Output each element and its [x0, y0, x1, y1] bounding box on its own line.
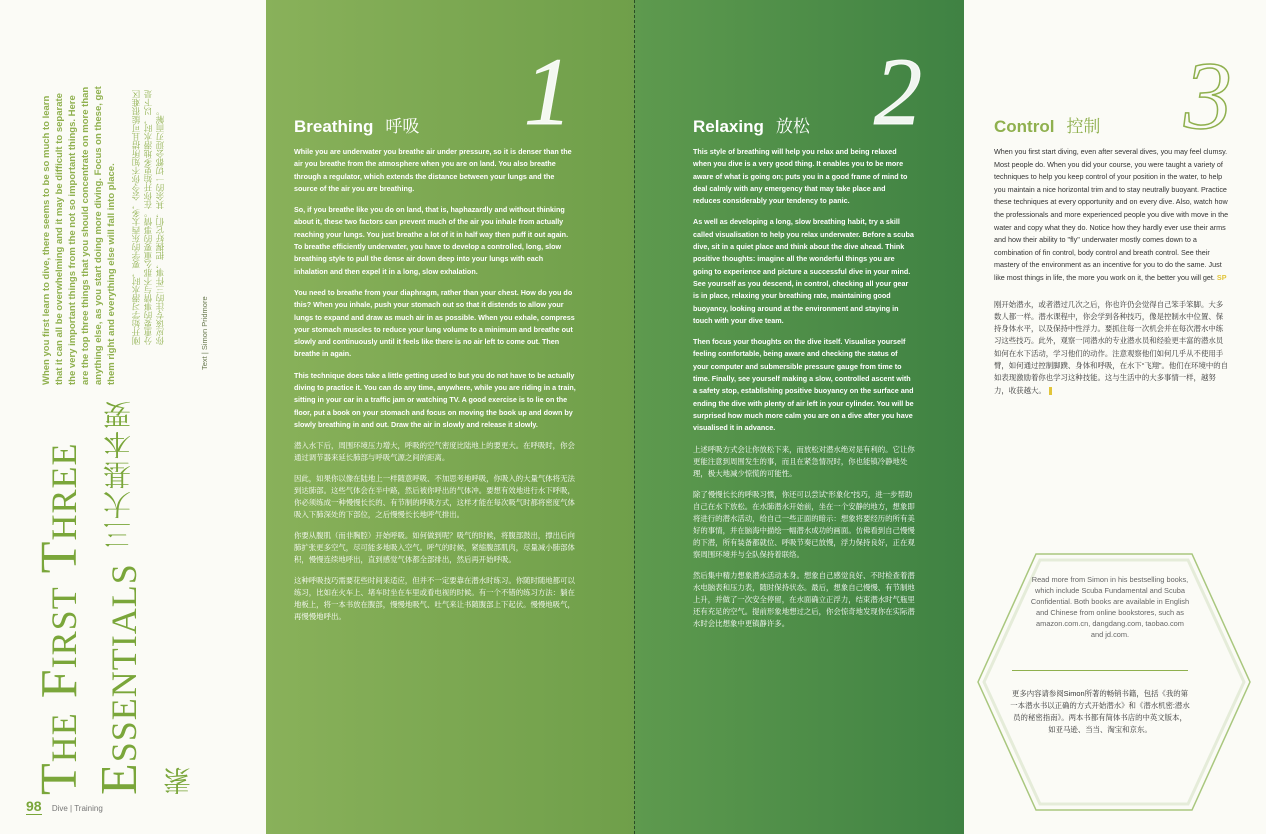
breathing-title: [294, 112, 419, 137]
control-paragraph-en: When you first start diving, even after several dives, you may feel clumsy. Most people do. When you did your course, you were taught a variety of techniques to help you keep control of your position in the water, to help you maintain a nice horizontal trim and to stay neutrally buoyant. Practice these techniques at every opportunity and on every dive. Also, watch how the professionals and more experienced people you dive with move in the water and copy what they do. Notice how they hardly ever use their arms and how their ability to "fly" underwater mostly comes down to a combination of fin control, body control and breath control. See their mastery of the environment as an incentive for you to do the same. Just like most things in life, the more you work on it, the better you will get.: [994, 147, 1229, 282]
promo-divider: [1012, 670, 1188, 671]
control-title-zh: 控制: [1066, 117, 1101, 136]
breathing-title-en: Breathing: [294, 117, 374, 136]
paragraph-zh: [994, 299, 1230, 397]
control-paragraph-zh: 刚开始潜水，或者潜过几次之后，你也许仍会觉得自己笨手笨脚。大多数人都一样。潜水课程中，你会学到各种技巧，像是控制水中位置、保持身体水平，以及保持中性浮力。要抓住每一次机会并在每次潜水中练习这些技巧。此外，观察一同潜水的专业潜水员和经验更丰富的潜水员如何在水下活动，学习他们的动作。注意观察他们如何几乎从不使用手臂，如何通过控制脚蹼、身体和呼吸，在水下“飞翔”。他们在环境中的自如表现激励着你也学习这种技能。这与生活中的大多事情一样，越努力，收获越大。: [994, 299, 1229, 395]
paragraph: This technique does take a little getting used to but you do not have to be actually diving to practice it. You can do any time, anywhere, while you are riding in a train, sitting in your car in a traffic jam or watching TV. A good exercise is to lie on the floor, put a book on your stomach and focus on moving the book up and down by slowly breathing in and out. Draw the air in slowly and release it slowly.: [294, 370, 576, 429]
end-sign: SP: [1216, 272, 1227, 282]
intro-english: When you first learn to dive, there seems to be so much to learn that it can all be overwhelming and it may be difficult to separate the very important things from the not so important things. Here are the top three things that you should concentrate on more than anything else, as you start doing more diving. Focus on these, get them right and everything else will fall into place.: [41, 86, 117, 385]
paragraph-zh: 潜入水下后，周围环境压力增大，呼吸的空气密度比陆地上的要更大。在呼吸时，你会通过调节器来延长肺部与呼吸气源之间的距离。: [294, 441, 575, 463]
byline: Text | Simon Pridmore: [200, 296, 209, 370]
page-footer: [26, 798, 103, 814]
end-mark-icon: [1049, 387, 1052, 395]
promo-chinese: 更多内容请参阅Simon所著的畅销书籍，包括《我的第一本潜水书以正确的方式开始潜水》和《潜水机密:潜水员的秘密指南》。两本书都有简体书店的中英文版本，如亚马逊、当当、淘宝和京东。: [1010, 689, 1190, 734]
section-number-1: 1: [524, 38, 572, 145]
paragraph-zh: 这种呼吸技巧需要花些时间来适应，但并不一定要靠在潜水时练习。你随时随地都可以练习，比如在火车上、堵车时坐在车里或看电视的时候。有一个不错的练习方法：躺在地板上，将一本书放在腹部，慢慢地吸气、吐气来让书随腹部上下起伏。慢慢地吸气，再慢慢地呼出。: [294, 576, 575, 622]
paragraph: You need to breathe from your diaphragm, rather than your chest. How do you do this? When you inhale, push your stomach out so that it distends to allow your lungs to expand and draw as much air in as possible. When you exhale, compress your stomach muscles to reduce your lung volume to a minimum and breathe out slowly and continuously until it feels like there is no air left to come out. Then breathe in again.: [294, 287, 575, 359]
section-label: Dive | Training: [51, 804, 103, 813]
fold-divider: [634, 0, 635, 834]
section-number-2: 2: [874, 38, 922, 145]
paragraph-zh: 上述呼吸方式会让你放松下来，而放松对潜水绝对是有利的。它让你更能注意到周围发生的事，而且在紧急情况时，你也能镇冷静地处理，极大地减少惊慌的可能性。: [693, 444, 915, 478]
page-number: 98: [26, 798, 42, 814]
paragraph: This style of breathing will help you relax and being relaxed when you dive is a very good thing. It enables you to be more aware of what is going on; puts you in a good frame of mind to deal calmly with any emergency that may take place and reduces considerably your tendency to panic.: [693, 147, 908, 206]
article-title: [30, 395, 240, 795]
paragraph: While you are underwater you breathe air under pressure, so it is denser than the air you breathe from the atmosphere when you are on land. You also breathe through a regulator, which extends the distance between your lungs and the source of the air you are breathing.: [294, 147, 572, 193]
breathing-title-zh: 呼吸: [385, 117, 420, 136]
relaxing-body: [693, 146, 915, 639]
relaxing-title-zh: 放松: [775, 117, 810, 136]
paragraph-zh: 然后集中精力想象潜水活动本身。想象自己感觉良好、不时检查着潜水电脑表和压力表，随时保持状态。最后，想象自己慢慢、有节制地上升，并做了一次安全停留，在水面确立正浮力，结束潜水时气瓶里还有充足的空气。提前形象地想过之后，你会惊奇地发现你在实际潜水时会比想象中更镇静许多。: [693, 570, 915, 628]
relaxing-panel: [634, 0, 964, 834]
breathing-body: [294, 146, 578, 632]
article-title-chinese: 三大基本要素: [104, 399, 195, 795]
paragraph-zh: 你要从腹肌（而非胸腔）开始呼吸。如何做到呢？吸气的时候，将腹部鼓出，撑出后向肺扩张更多空气，尽可能多地吸入空气。呼气的时候，紧缩腹部肌肉，尽量减小肺部体积，慢慢连续地呼出，直到感觉气体都全部排出，然后再开始呼吸。: [294, 531, 575, 565]
section-number-3: 3: [1184, 42, 1232, 149]
promo-english: Read more from Simon in his bestselling books, which include Scuba Fundamental and Scuba Confidential. Both books are available in English and Chinese from online bookstores, such as amazon.com.cn, dangdang.com, taobao.com and jd.com.: [1030, 575, 1190, 639]
paragraph: So, if you breathe like you do on land, that is, haphazardly and without thinking about it, these two factors can prevent much of the air you inhale from actually reaching your lungs. You just breathe a lot of it in half way then puff it out again. To breathe efficiently underwater, you have to develop a controlled, long, slow breathing style to pull the dense air down deep into your lungs with each inhalation and then expel it in a long, slow exhalation.: [294, 205, 569, 276]
breathing-panel: [266, 0, 634, 834]
paragraph: [994, 146, 1230, 285]
relaxing-title: [693, 112, 810, 137]
intro-chinese: 刚开始学习潜水时，要学的东西太多，会令你不知所措且可能很难区分重要的事情与不那么重要的事情。在你开始更多地潜水时，以下是你应该专注的三件事，把握好它们，其余的一切都会迎刃而解。: [131, 90, 165, 345]
paragraph: As well as developing a long, slow breathing habit, try a skill called visualisation to help you relax underwater. Before a scuba dive, sit in a quiet place and think about the dive ahead. Think positive thoughts: imagine all the wonderful things you are going to experience and picture a successful dive in your mind. See yourself as you descend, in control, checking all your gear is in place, relaxing your breathing rate, maintaining good buoyancy, looking around at the environment and staying in touch with your dive team.: [693, 217, 914, 325]
paragraph-zh: 除了慢慢长长的呼吸习惯，你还可以尝试“形象化”技巧，进一步帮助自己在水下放松。在水肺潜水开始前，坐在一个安静的地方，想象即将进行的潜水活动，给自己一些正面的暗示：想象将要经历的所有美好的事情，并在脑海中描绘一幅潜水成功的画面。仿佛看到自己慢慢的下潜，所有装备都就位、呼吸节奏已放慢，浮力保持良好，正在观察周围环境并与全队保持着联络。: [693, 489, 915, 559]
control-body: [994, 146, 1230, 411]
paragraph: Then focus your thoughts on the dive itself. Visualise yourself feeling comfortable, being aware and checking the status of your computer and submersible pressure gauge from time to time. Finally, see yourself making a slow, controlled ascent with a safety stop, establishing positive buoyancy on the surface and ending the dive with plenty of air left in your cylinder. You will be surprised how much more calm you are on a dive after you have visualised it in advance.: [693, 337, 914, 433]
relaxing-title-en: Relaxing: [693, 117, 764, 136]
left-margin: [0, 0, 266, 834]
control-title-en: Control: [994, 117, 1055, 136]
paragraph-zh: 因此，如果你以像在陆地上一样随意呼吸、不加思考地呼吸，你吸入的大量气体将无法到达肺部。这些气体会在半中路，然后被你呼出的气体冲。要想有效地进行水下呼吸，你必须练成一种慢慢长长的、有节制的呼吸方式，这样才能在每次吸气时都将密度气体吸入下肺深处的下部位，之后慢慢长长地呼气排出。: [294, 474, 575, 520]
control-title: [994, 112, 1100, 137]
article-title-english: The First Three Essentials: [31, 442, 148, 795]
